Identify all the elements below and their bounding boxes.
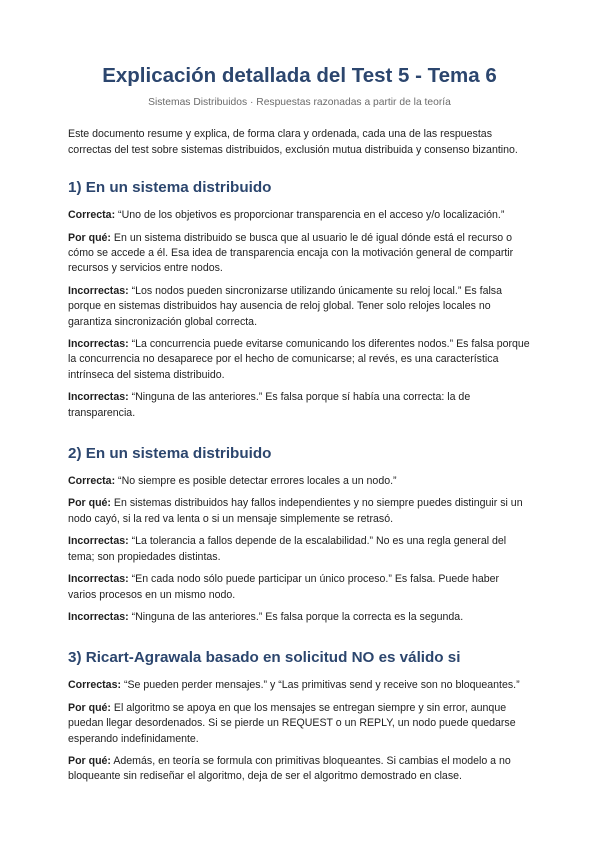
- item-label: Incorrectas:: [68, 338, 129, 351]
- answer-item: [68, 534, 530, 565]
- item-label: Correcta:: [68, 475, 116, 488]
- item-label: Correcta:: [68, 209, 116, 222]
- answer-item: [68, 284, 530, 330]
- item-text: “La tolerancia a fallos depende de la escalabilidad.” No es una regla general del tema; son propiedades distintas.: [68, 535, 507, 563]
- item-text: “Uno de los objetivos es proporcionar transparencia en el acceso y/o localización.”: [115, 209, 505, 222]
- item-text: “No siempre es posible detectar errores locales a un nodo.”: [115, 475, 397, 488]
- section-spacer: [68, 632, 530, 648]
- item-text: “Los nodos pueden sincronizarse utilizando únicamente su reloj local.” Es falsa porque en sistemas distribuidos hay ausencia de reloj global. Tener solo relojes locales no garantiza sincronización global correcta.: [68, 284, 502, 328]
- item-text: “Se pueden perder mensajes.” y “Las primitivas send y receive son no bloqueantes.”: [121, 679, 520, 692]
- item-text: El algoritmo se apoya en que los mensajes se entregan siempre y sin error, aunque puedan llegar desordenados. Si se pierde un REQUEST o un REPLY, un nodo puede quedarse esperando indefinidamente.: [68, 701, 516, 745]
- answer-item: [68, 610, 530, 625]
- item-text: En sistemas distribuidos hay fallos independientes y no siempre puedes distinguir si un nodo cayó, si la red va lenta o si un mensaje simplemente se retrasó.: [68, 497, 523, 525]
- section-heading: 3) Ricart-Agrawala basado en solicitud NO es válido si: [68, 649, 461, 667]
- answer-item: [68, 572, 530, 603]
- answer-item: [68, 390, 530, 421]
- answer-item: [68, 474, 530, 489]
- page-title: Explicación detallada del Test 5 - Tema 6: [102, 64, 497, 87]
- item-label: Incorrectas:: [68, 284, 129, 297]
- intro-paragraph: Este documento resume y explica, de forma clara y ordenada, cada una de las respuestas correctas del test sobre sistemas distribuidos, exclusión mutua distribuida y consenso bizantino.: [68, 128, 518, 156]
- section-spacer: [68, 428, 530, 444]
- item-label: Correctas:: [68, 679, 121, 692]
- item-label: Por qué:: [68, 497, 111, 510]
- answer-item: [68, 337, 530, 383]
- item-label: Incorrectas:: [68, 535, 129, 548]
- item-text: “La concurrencia puede evitarse comunicando los diferentes nodos.” Es falsa porque la concurrencia no desaparece por el hecho de comunicarse; al revés, es una característica intrínseca del sistema distribuido.: [68, 338, 530, 381]
- answer-item: [68, 496, 530, 527]
- section-3: [68, 648, 530, 784]
- item-label: Por qué:: [68, 231, 111, 244]
- item-label: Por qué:: [68, 701, 111, 714]
- answer-item: [68, 231, 530, 277]
- item-text: “Ninguna de las anteriores.” Es falsa porque la correcta es la segunda.: [128, 610, 464, 623]
- section-heading: 2) En un sistema distribuido: [68, 445, 272, 463]
- item-label: Por qué:: [68, 754, 111, 767]
- item-text: “En cada nodo sólo puede participar un único proceso.” Es falsa. Puede haber varios procesos en un mismo nodo.: [68, 573, 500, 601]
- section-heading: 1) En un sistema distribuido: [68, 179, 272, 197]
- section-2: [68, 444, 530, 625]
- answer-item: [68, 754, 530, 785]
- answer-item: [68, 208, 530, 223]
- item-label: Incorrectas:: [68, 573, 129, 586]
- item-text: “Ninguna de las anteriores.” Es falsa porque sí había una correcta: la de transparencia.: [68, 391, 471, 419]
- section-1: [68, 178, 530, 421]
- document-body: [68, 127, 530, 792]
- item-label: Incorrectas:: [68, 610, 129, 623]
- item-label: Incorrectas:: [68, 391, 129, 404]
- answer-item: [68, 678, 530, 693]
- page-subtitle: Sistemas Distribuidos · Respuestas razonadas a partir de la teoría: [148, 97, 451, 108]
- item-text: En un sistema distribuido se busca que al usuario le dé igual dónde está el recurso o cómo se accede a él. Esa idea de transparencia encaja con la motivación general de compartir recursos y servicios entre nodos.: [68, 231, 514, 275]
- item-text: Además, en teoría se formula con primitivas bloqueantes. Si cambias el modelo a no bloqueante sin rediseñar el algoritmo, deja de ser el algoritmo demostrado en clase.: [68, 754, 511, 783]
- answer-item: [68, 701, 530, 747]
